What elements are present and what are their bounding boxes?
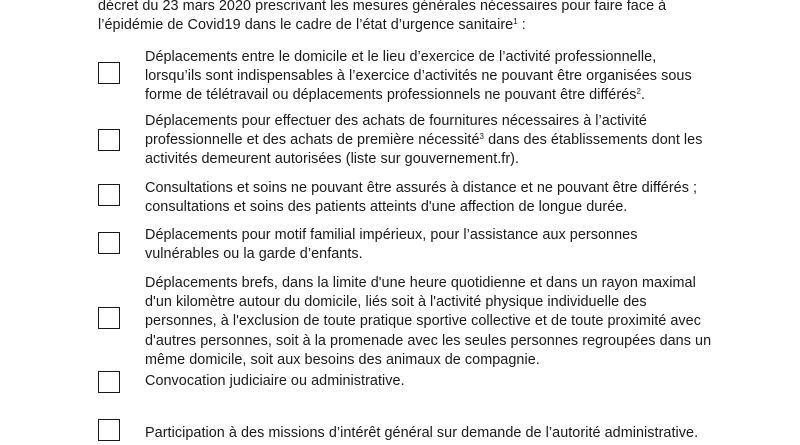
option-line: d'un kilomètre autour du domicile, liés soit à l'activité physique individuelle des [145,294,647,311]
checkbox-family[interactable] [98,232,120,254]
option-text [145,372,777,391]
intro-line-2-text: l’épidémie de Covid19 dans le cadre de l’état d’urgence sanitaire [98,17,514,33]
option-line: lorsqu’ils sont indispensables à l’exercice d’activités ne pouvant être organisées sous [145,68,692,85]
option-text [145,226,777,264]
option-line: Déplacements brefs, dans la limite d'une heure quotidienne et dans un rayon maximal [145,275,696,291]
intro-line-1: décret du 23 mars 2020 prescrivant les mesures générales nécessaires pour faire face à [98,0,667,14]
option-line: Déplacements pour motif familial impérieux, pour l’assistance aux personnes [145,227,638,243]
checkbox-general-interest[interactable] [98,419,120,441]
checkbox-exercise[interactable] [98,307,120,329]
option-text [145,179,777,217]
option-line: d'autres personnes, soit à la promenade avec les seules personnes regroupées dans un [145,332,712,349]
option-line-text: professionnelle et des achats de première nécessité [145,132,480,149]
footnote-ref-2: 2 [636,87,642,97]
option-text [145,48,777,106]
option-line-text: forme de télétravail ou déplacements professionnels ne pouvant être différés [145,87,637,104]
option-line [145,131,777,150]
option-line: consultations et soins des patients atteints d'une affection de longue durée. [145,199,628,216]
option-line: Participation à des missions d’intérêt général sur demande de l’autorité administrative. [145,425,699,441]
option-line: Déplacements pour effectuer des achats de fournitures nécessaires à l’activité [145,113,647,129]
intro-line-2-end: : [517,17,526,33]
option-line: Consultations et soins ne pouvant être assurés à distance et ne pouvant être différés ; [145,180,698,196]
option-text [145,274,777,370]
option-line-end: . [641,87,646,104]
footnote-ref-3: 3 [479,132,485,142]
option-line: Déplacements entre le domicile et le lieu d’exercice de l’activité professionnelle, [145,49,657,65]
checkbox-judicial[interactable] [98,371,120,393]
footnote-ref-1: 1 [513,17,518,26]
option-line: activités demeurent autorisées (liste sur gouvernement.fr). [145,151,520,168]
intro-paragraph [98,0,778,35]
option-line: Convocation judiciaire ou administrative. [145,373,405,389]
option-line: même domicile, soit aux besoins des animaux de compagnie. [145,351,540,368]
option-text [145,112,777,170]
checkbox-purchases[interactable] [98,129,120,151]
checkbox-professional[interactable] [98,62,120,84]
option-line: personnes, à l'exclusion de toute pratique sportive collective et de toute proximité avec [145,313,701,330]
option-line: vulnérables ou la garde d’enfants. [145,246,363,263]
option-line [145,86,777,105]
checkbox-health[interactable] [98,184,120,206]
option-text [145,424,777,443]
intro-line-2 [98,16,778,35]
option-line-end: dans des établissements dont les [484,132,703,149]
